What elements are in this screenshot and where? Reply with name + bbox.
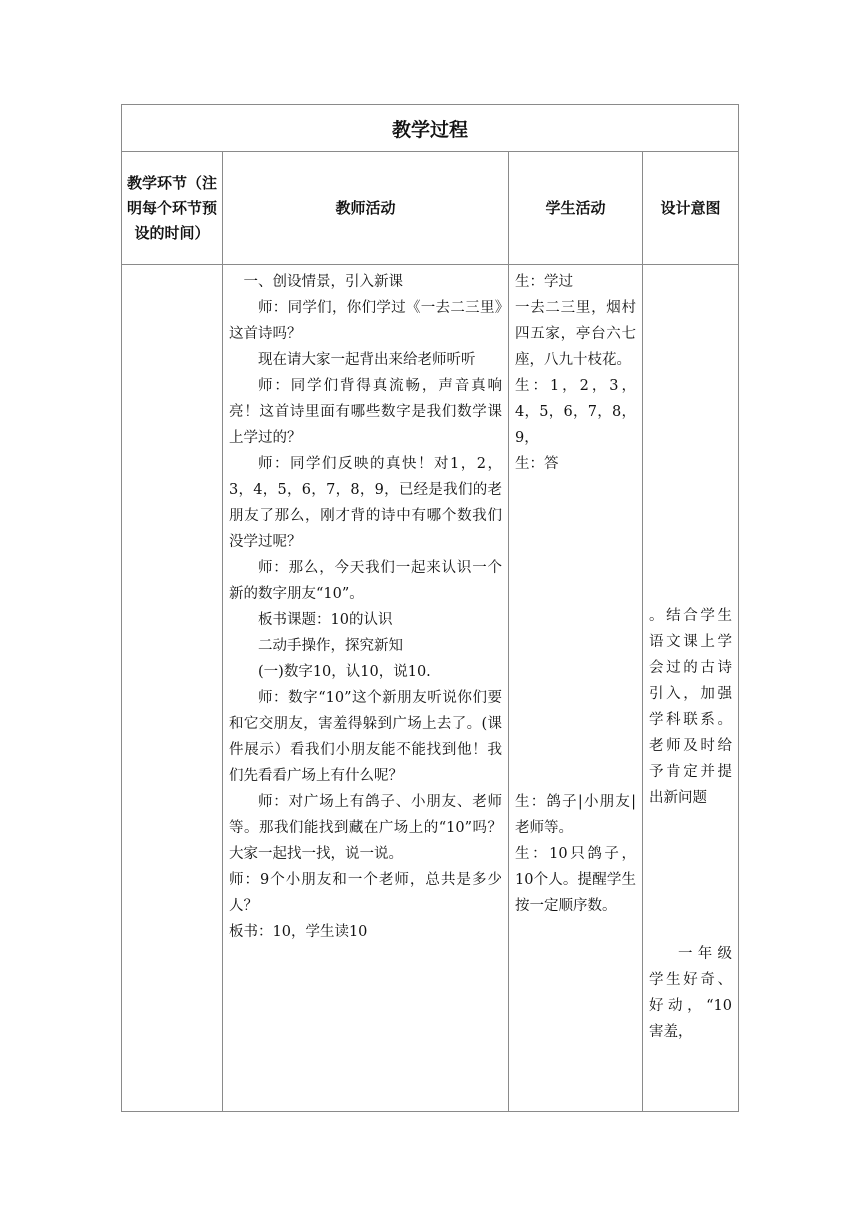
teacher-paragraph: 现在请大家一起背出来给老师听听 xyxy=(258,352,476,368)
teacher-paragraph: 师：那么，今天我们一起来认识一个新的数字朋友“10”。 xyxy=(229,560,502,602)
student-line: 生：1，2，3，4，5，6，7，8，9， xyxy=(515,378,636,446)
design-intent-cell xyxy=(643,265,739,1112)
design-intent-text: 。结合学生语文课上学会过的古诗引入，加强学科联系。老师及时给予肯定并提出新问题 xyxy=(649,608,733,806)
teacher-paragraph: 师：9个小朋友和一个老师，总共是多少人？ xyxy=(229,872,502,914)
teacher-activity-cell xyxy=(223,265,509,1112)
teacher-paragraph: 板书课题：10的认识 xyxy=(258,612,393,628)
teacher-paragraph: 师：同学们反映的真快！对1，2，3，4，5，6，7，8，9，已经是我们的老朋友了那么，刚才背的诗中有哪个数我们没学过呢？ xyxy=(229,456,502,550)
teacher-paragraph: 板书：10，学生读10 xyxy=(229,924,368,940)
teacher-paragraph: (一)数字10，认10，说10. xyxy=(258,664,431,680)
student-activity-cell xyxy=(509,265,643,1112)
teacher-paragraph: 一、创设情景，引入新课 xyxy=(243,274,403,290)
student-line: 生：鸽子|小朋友|老师等。 xyxy=(515,794,636,836)
student-line: 一去二三里，烟村四五家，亭台六七座，八九十枝花。 xyxy=(515,300,636,368)
teacher-paragraph: 二动手操作，探究新知 xyxy=(258,638,403,654)
header-design-intent: 设计意图 xyxy=(643,152,739,265)
student-line: 生：学过 xyxy=(515,274,573,290)
stage-cell xyxy=(122,265,223,1112)
teaching-process-table xyxy=(121,104,739,1112)
design-intent-text: 一年级学生好奇、好动，“10害羞， xyxy=(649,946,733,1040)
student-line: 生：10只鸽子，10个人。提醒学生按一定顺序数。 xyxy=(515,846,636,914)
teacher-paragraph: 师：同学们，你们学过《一去二三里》这首诗吗？ xyxy=(229,300,502,342)
header-student-activity: 学生活动 xyxy=(509,152,643,265)
header-stage: 教学环节（注明每个环节预设的时间） xyxy=(122,152,223,265)
header-teacher-activity: 教师活动 xyxy=(223,152,509,265)
teacher-paragraph: 师：数字“10”这个新朋友听说你们要和它交朋友，害羞得躲到广场上去了。(课件展示）看我们小朋友能不能找到他！我们先看看广场上有什么呢？ xyxy=(229,690,502,784)
student-line: 生：答 xyxy=(515,456,559,472)
table-title: 教学过程 xyxy=(122,105,739,152)
teacher-paragraph: 师：对广场上有鸽子、小朋友、老师等。那我们能找到藏在广场上的“10”吗？大家一起找一找，说一说。 xyxy=(229,794,502,862)
teacher-paragraph: 师：同学们背得真流畅，声音真响亮！这首诗里面有哪些数字是我们数学课上学过的？ xyxy=(229,378,502,446)
